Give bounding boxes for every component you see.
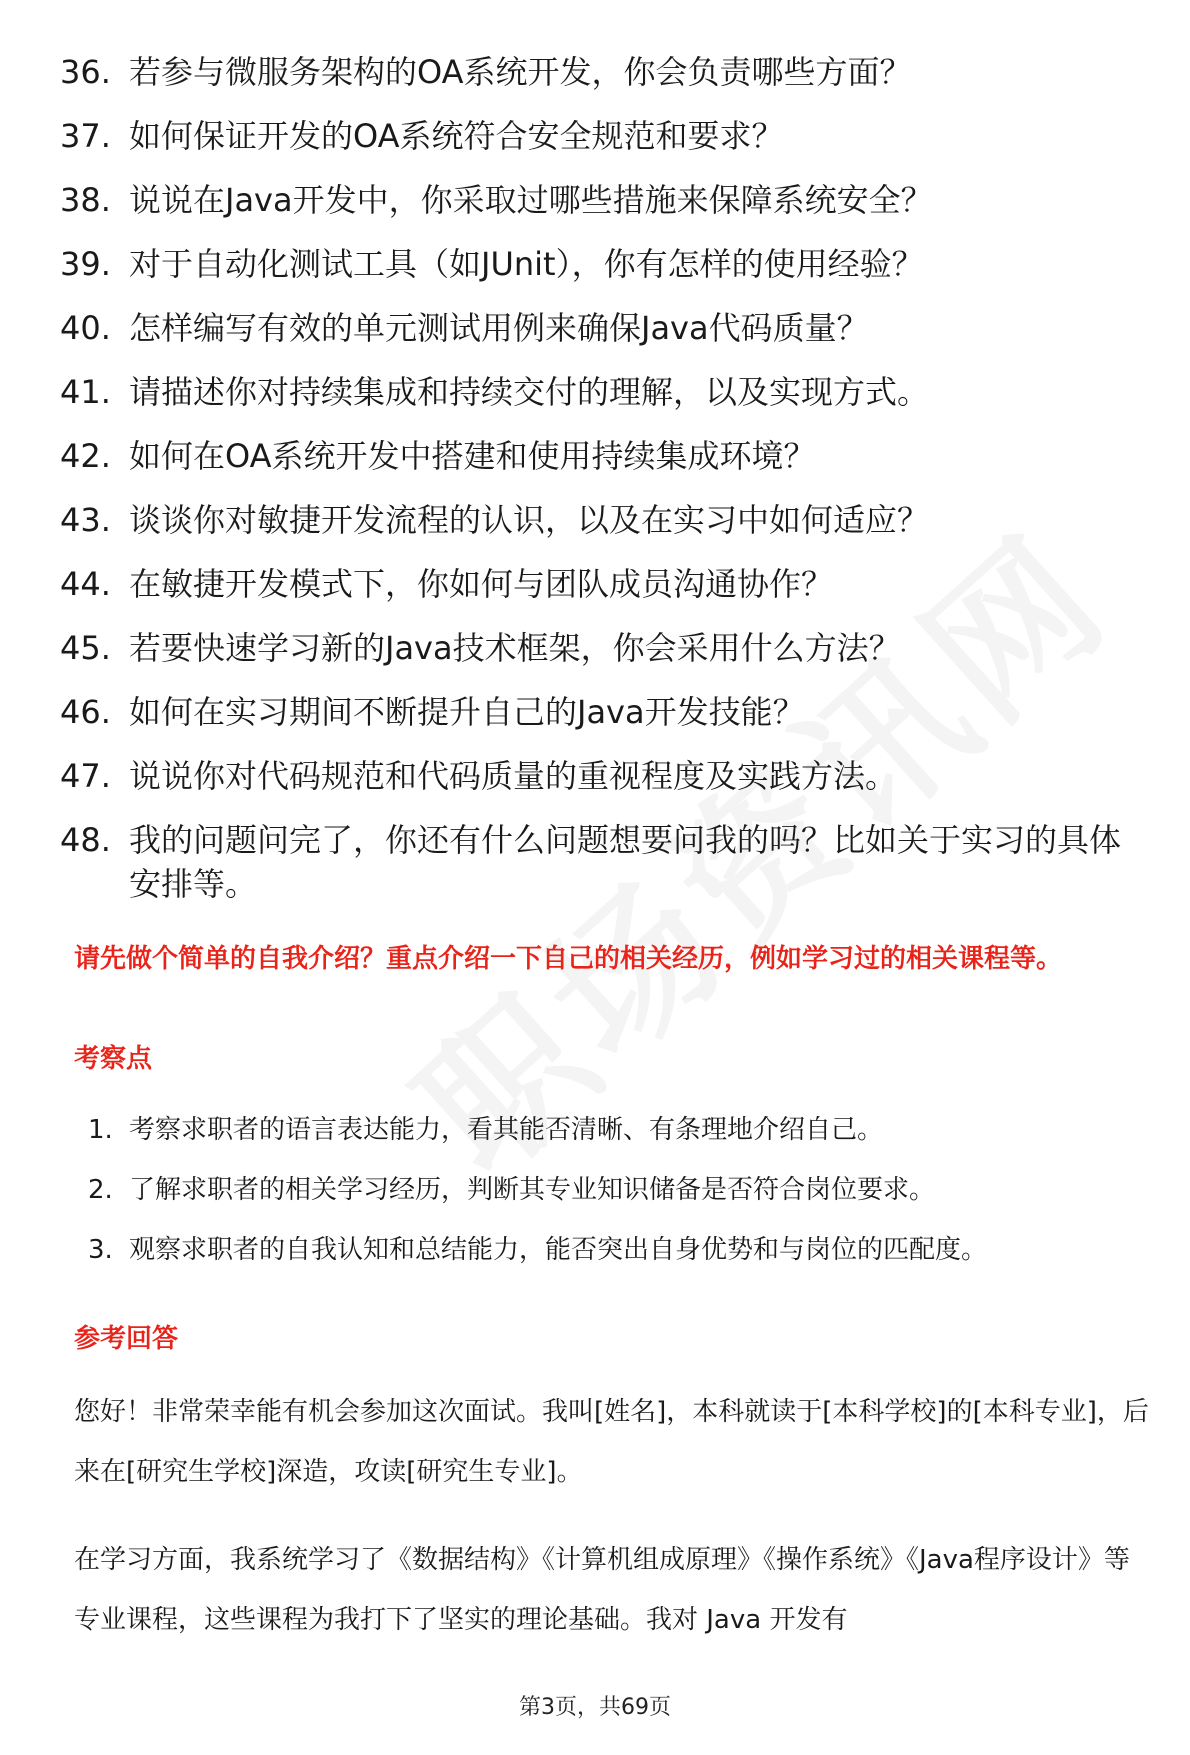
question-number: 43. <box>60 501 111 539</box>
point-text: 观察求职者的自我认知和总结能力，能否突出自身优势和与岗位的匹配度。 <box>129 1235 988 1265</box>
answer-paragraph: 您好！非常荣幸能有机会参加这次面试。我叫[姓名]，本科就读于[本科学校]的[本科专业]，后来在[研究生学校]深造，攻读[研究生专业]。 <box>74 1397 1149 1487</box>
list-item <box>60 818 1150 906</box>
question-text: 如何保证开发的OA系统符合安全规范和要求？ <box>129 117 784 155</box>
question-number: 48. <box>60 821 111 859</box>
question-text: 我的问题问完了，你还有什么问题想要问我的吗？比如关于实习的具体安排等。 <box>129 821 1122 903</box>
list-item <box>88 1110 1148 1150</box>
list-item <box>88 1170 1148 1210</box>
question-text: 若要快速学习新的Java技术框架，你会采用什么方法？ <box>129 629 901 667</box>
exam-points-heading: 考察点 <box>74 1044 153 1074</box>
question-number: 40. <box>60 309 111 347</box>
question-number: 38. <box>60 181 111 219</box>
question-headline: 请先做个简单的自我介绍？重点介绍一下自己的相关经历，例如学习过的相关课程等。 <box>74 944 1063 974</box>
answer-heading: 参考回答 <box>74 1324 179 1354</box>
question-number: 39. <box>60 245 111 283</box>
list-item <box>60 242 1150 286</box>
list-item <box>60 434 1150 478</box>
question-number: 37. <box>60 117 111 155</box>
question-number: 42. <box>60 437 111 475</box>
question-text: 若参与微服务架构的OA系统开发，你会负责哪些方面？ <box>129 53 912 91</box>
question-text: 请描述你对持续集成和持续交付的理解，以及实现方式。 <box>129 373 930 411</box>
question-text: 说说你对代码规范和代码质量的重视程度及实践方法。 <box>129 757 898 795</box>
list-item <box>60 50 1150 94</box>
point-number: 1. <box>88 1115 113 1145</box>
list-item <box>60 306 1150 350</box>
question-number: 47. <box>60 757 111 795</box>
point-number: 3. <box>88 1235 113 1265</box>
list-item <box>60 562 1150 606</box>
list-item <box>60 114 1150 158</box>
point-text: 考察求职者的语言表达能力，看其能否清晰、有条理地介绍自己。 <box>129 1115 884 1145</box>
question-list <box>60 50 1150 926</box>
question-number: 46. <box>60 693 111 731</box>
question-number: 36. <box>60 53 111 91</box>
list-item <box>60 370 1150 414</box>
question-text: 说说在Java开发中，你采取过哪些措施来保障系统安全？ <box>129 181 933 219</box>
list-item <box>60 754 1150 798</box>
question-number: 44. <box>60 565 111 603</box>
question-text: 谈谈你对敏捷开发流程的认识，以及在实习中如何适应？ <box>129 501 930 539</box>
list-item <box>60 498 1150 542</box>
question-text: 如何在OA系统开发中搭建和使用持续集成环境？ <box>129 437 816 475</box>
question-text: 在敏捷开发模式下，你如何与团队成员沟通协作？ <box>129 565 834 603</box>
list-item <box>60 690 1150 734</box>
question-number: 45. <box>60 629 111 667</box>
list-item <box>88 1230 1148 1270</box>
list-item <box>60 178 1150 222</box>
question-text: 如何在实习期间不断提升自己的Java开发技能？ <box>129 693 805 731</box>
list-item <box>60 626 1150 670</box>
question-text: 对于自动化测试工具（如JUnit），你有怎样的使用经验？ <box>129 245 924 283</box>
answer-paragraph: 在学习方面，我系统学习了《数据结构》《计算机组成原理》《操作系统》《Java程序设计》等专业课程，这些课程为我打下了坚实的理论基础。我对 Java 开发有 <box>74 1545 1130 1635</box>
exam-points-list <box>88 1110 1148 1290</box>
point-text: 了解求职者的相关学习经历，判断其专业知识储备是否符合岗位要求。 <box>129 1175 936 1205</box>
page-footer: 第3页，共69页 <box>519 1695 671 1720</box>
point-number: 2. <box>88 1175 113 1205</box>
question-number: 41. <box>60 373 111 411</box>
question-text: 怎样编写有效的单元测试用例来确保Java代码质量？ <box>129 309 869 347</box>
